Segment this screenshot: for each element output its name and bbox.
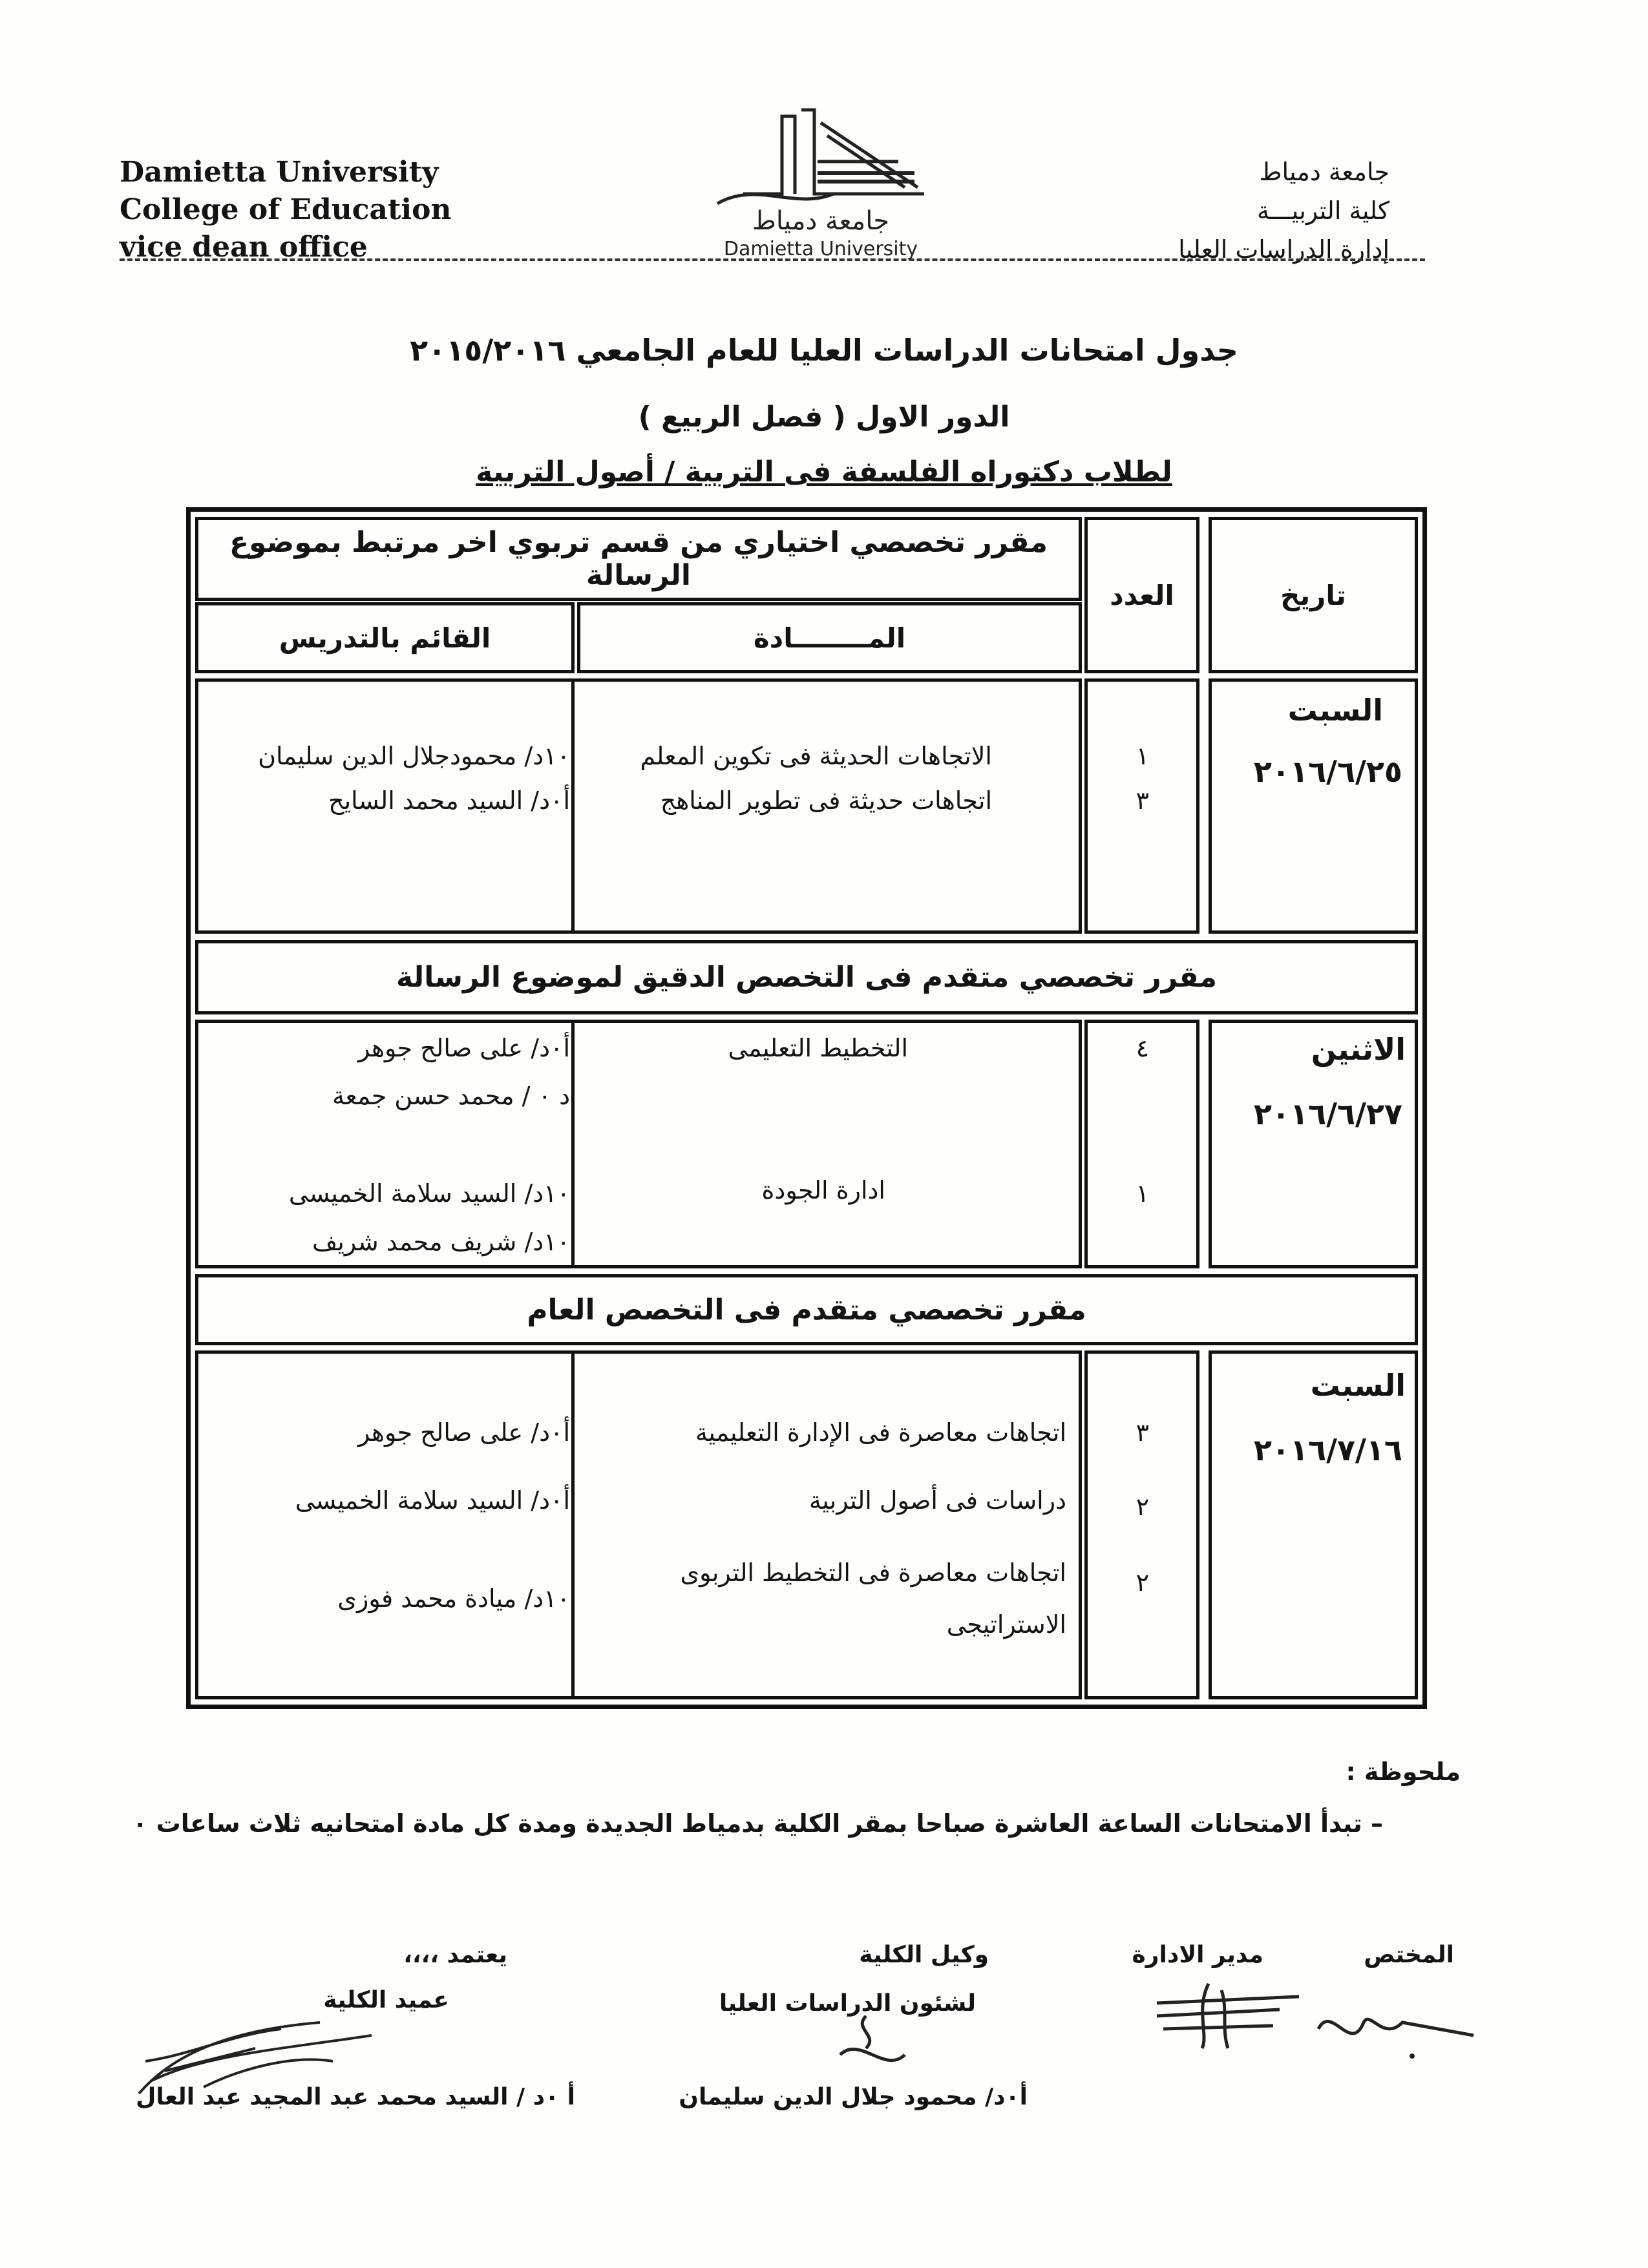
col-header-date xyxy=(1209,517,1418,673)
table-row-instructor: ١٠د/ محمودجلال الدين سليمان xyxy=(258,742,570,770)
logo-arabic: جامعة دمياط xyxy=(752,206,890,236)
sig-specialist-label: المختص xyxy=(1364,1942,1454,1968)
section3-date: ٢٠١٦/٧/١٦ xyxy=(1253,1433,1402,1467)
section2-day: الاثنين xyxy=(1311,1032,1406,1067)
college-name-en: College of Education xyxy=(120,193,452,226)
table-row-count: ١ xyxy=(1136,742,1149,770)
table-row-count: ٣ xyxy=(1136,786,1149,815)
table-row-subject: اتجاهات معاصرة فى التخطيط التربوى xyxy=(680,1559,1066,1587)
sig-vice-dean-name: أ٠د/ محمود جلال الدين سليمان xyxy=(679,2084,1028,2110)
table-row-subject: اتجاهات حديثة فى تطوير المناهج xyxy=(660,786,992,815)
sig-vice-dean-office: لشئون الدراسات العليا xyxy=(719,1990,976,2017)
section3-date-cell xyxy=(1209,1350,1418,1699)
sig-dean-name: أ ٠د / السيد محمد عبد المجيد عبد العال xyxy=(136,2084,575,2110)
note-text: – تبدأ الامتحانات الساعة العاشرة صباحا بمقر الكلية بدمياط الجديدة ومدة كل مادة امتحانيه ثلاث ساعات ٠ xyxy=(132,1809,1383,1838)
arabic-header xyxy=(1178,152,1389,269)
section2-banner-text: مقرر تخصصي متقدم فى التخصص الدقيق لموضوع الرسالة xyxy=(396,961,1218,994)
note-label: ملحوظة : xyxy=(1346,1758,1461,1786)
table-row-count: ١ xyxy=(1136,1179,1149,1208)
office-name-ar: إدارة الدراسات العليا xyxy=(1178,235,1389,264)
table-row-count: ٢ xyxy=(1136,1493,1149,1521)
section1-day: السبت xyxy=(1287,693,1383,728)
college-name-ar: كلية التربيـــة xyxy=(1257,196,1389,225)
sig-approve-label: يعتمد ،،،، xyxy=(403,1942,507,1968)
col-header-count xyxy=(1084,517,1199,673)
col-header-subject xyxy=(577,602,1082,673)
col-header-date-text: تاريخ xyxy=(1280,579,1346,611)
section1-banner xyxy=(195,517,1082,601)
schedule-title: جدول امتحانات الدراسات العليا للعام الجامعي ٢٠١٥/٢٠١٦ xyxy=(410,333,1238,368)
section1-banner-text: مقرر تخصصي اختياري من قسم تربوي اخر مرتبط بموضوع الرسالة xyxy=(229,526,1048,592)
table-row-instructor: ١٠د/ ميادة محمد فوزى xyxy=(337,1584,570,1613)
admin-manager-signature-mark xyxy=(1150,1964,1344,2055)
table-row-count: ٢ xyxy=(1136,1568,1149,1597)
table-row-subject: التخطيط التعليمى xyxy=(728,1034,908,1062)
table-row-subject: دراسات فى أصول التربية xyxy=(808,1486,1066,1515)
program-title: لطلاب دكتوراه الفلسفة فى التربية / أصول التربية xyxy=(476,456,1172,488)
section2-banner xyxy=(195,940,1418,1014)
table-row-subject: الاتجاهات الحديثة فى تكوين المعلم xyxy=(640,742,992,770)
section3-banner-text: مقرر تخصصي متقدم فى التخصص العام xyxy=(527,1293,1086,1327)
table-row-instructor: أ٠د/ السيد محمد السايح xyxy=(328,786,570,815)
section2-date: ٢٠١٦/٦/٢٧ xyxy=(1253,1097,1402,1131)
exam-round: الدور الاول ( فصل الربيع ) xyxy=(638,401,1010,434)
table-row-instructor: أ٠د/ السيد سلامة الخميسى xyxy=(295,1486,570,1515)
vice-dean-signature-mark xyxy=(827,2010,918,2081)
sig-admin-manager-label: مدير الادارة xyxy=(1132,1942,1263,1968)
header-divider xyxy=(120,258,1425,261)
office-name-en: vice dean office xyxy=(120,231,368,264)
col-header-instructor xyxy=(195,602,575,673)
col-header-instructor-text: القائم بالتدريس xyxy=(279,622,491,654)
table-row-instructor: ١٠د/ شريف محمد شريف xyxy=(312,1228,570,1256)
english-header xyxy=(120,154,451,266)
section3-day: السبت xyxy=(1310,1368,1406,1403)
university-logo xyxy=(704,97,937,265)
table-row-subject: اتجاهات معاصرة فى الإدارة التعليمية xyxy=(695,1418,1066,1447)
table-row-instructor: د ٠ / محمد حسن جمعة xyxy=(332,1082,570,1110)
table-row-instructor: أ٠د/ على صالح جوهر xyxy=(358,1034,570,1062)
university-name-en: Damietta University xyxy=(120,156,439,189)
col-header-subject-text: المــــــــادة xyxy=(753,622,906,654)
dean-signature-mark xyxy=(126,2010,397,2106)
table-row-instructor: ١٠د/ السيد سلامة الخميسى xyxy=(288,1179,570,1208)
university-name-ar: جامعة دمياط xyxy=(1259,158,1389,186)
section3-banner xyxy=(195,1274,1418,1345)
table-row-subject: ادارة الجودة xyxy=(761,1176,885,1204)
section3-instructor-cell xyxy=(195,1350,575,1699)
table-row-count: ٤ xyxy=(1136,1034,1149,1062)
table-row-instructor: أ٠د/ على صالح جوهر xyxy=(358,1418,570,1447)
table-row-subject-cont: الاستراتيجى xyxy=(946,1610,1066,1639)
section3-count-cell xyxy=(1084,1350,1199,1699)
col-header-count-text: العدد xyxy=(1110,579,1174,611)
sig-vice-dean-label: وكيل الكلية xyxy=(859,1942,989,1968)
logo-english: Damietta University xyxy=(723,238,918,260)
sig-dean-label: عميد الكلية xyxy=(323,1987,449,2013)
table-row-count: ٣ xyxy=(1136,1418,1149,1447)
section1-date: ٢٠١٦/٦/٢٥ xyxy=(1253,754,1402,789)
